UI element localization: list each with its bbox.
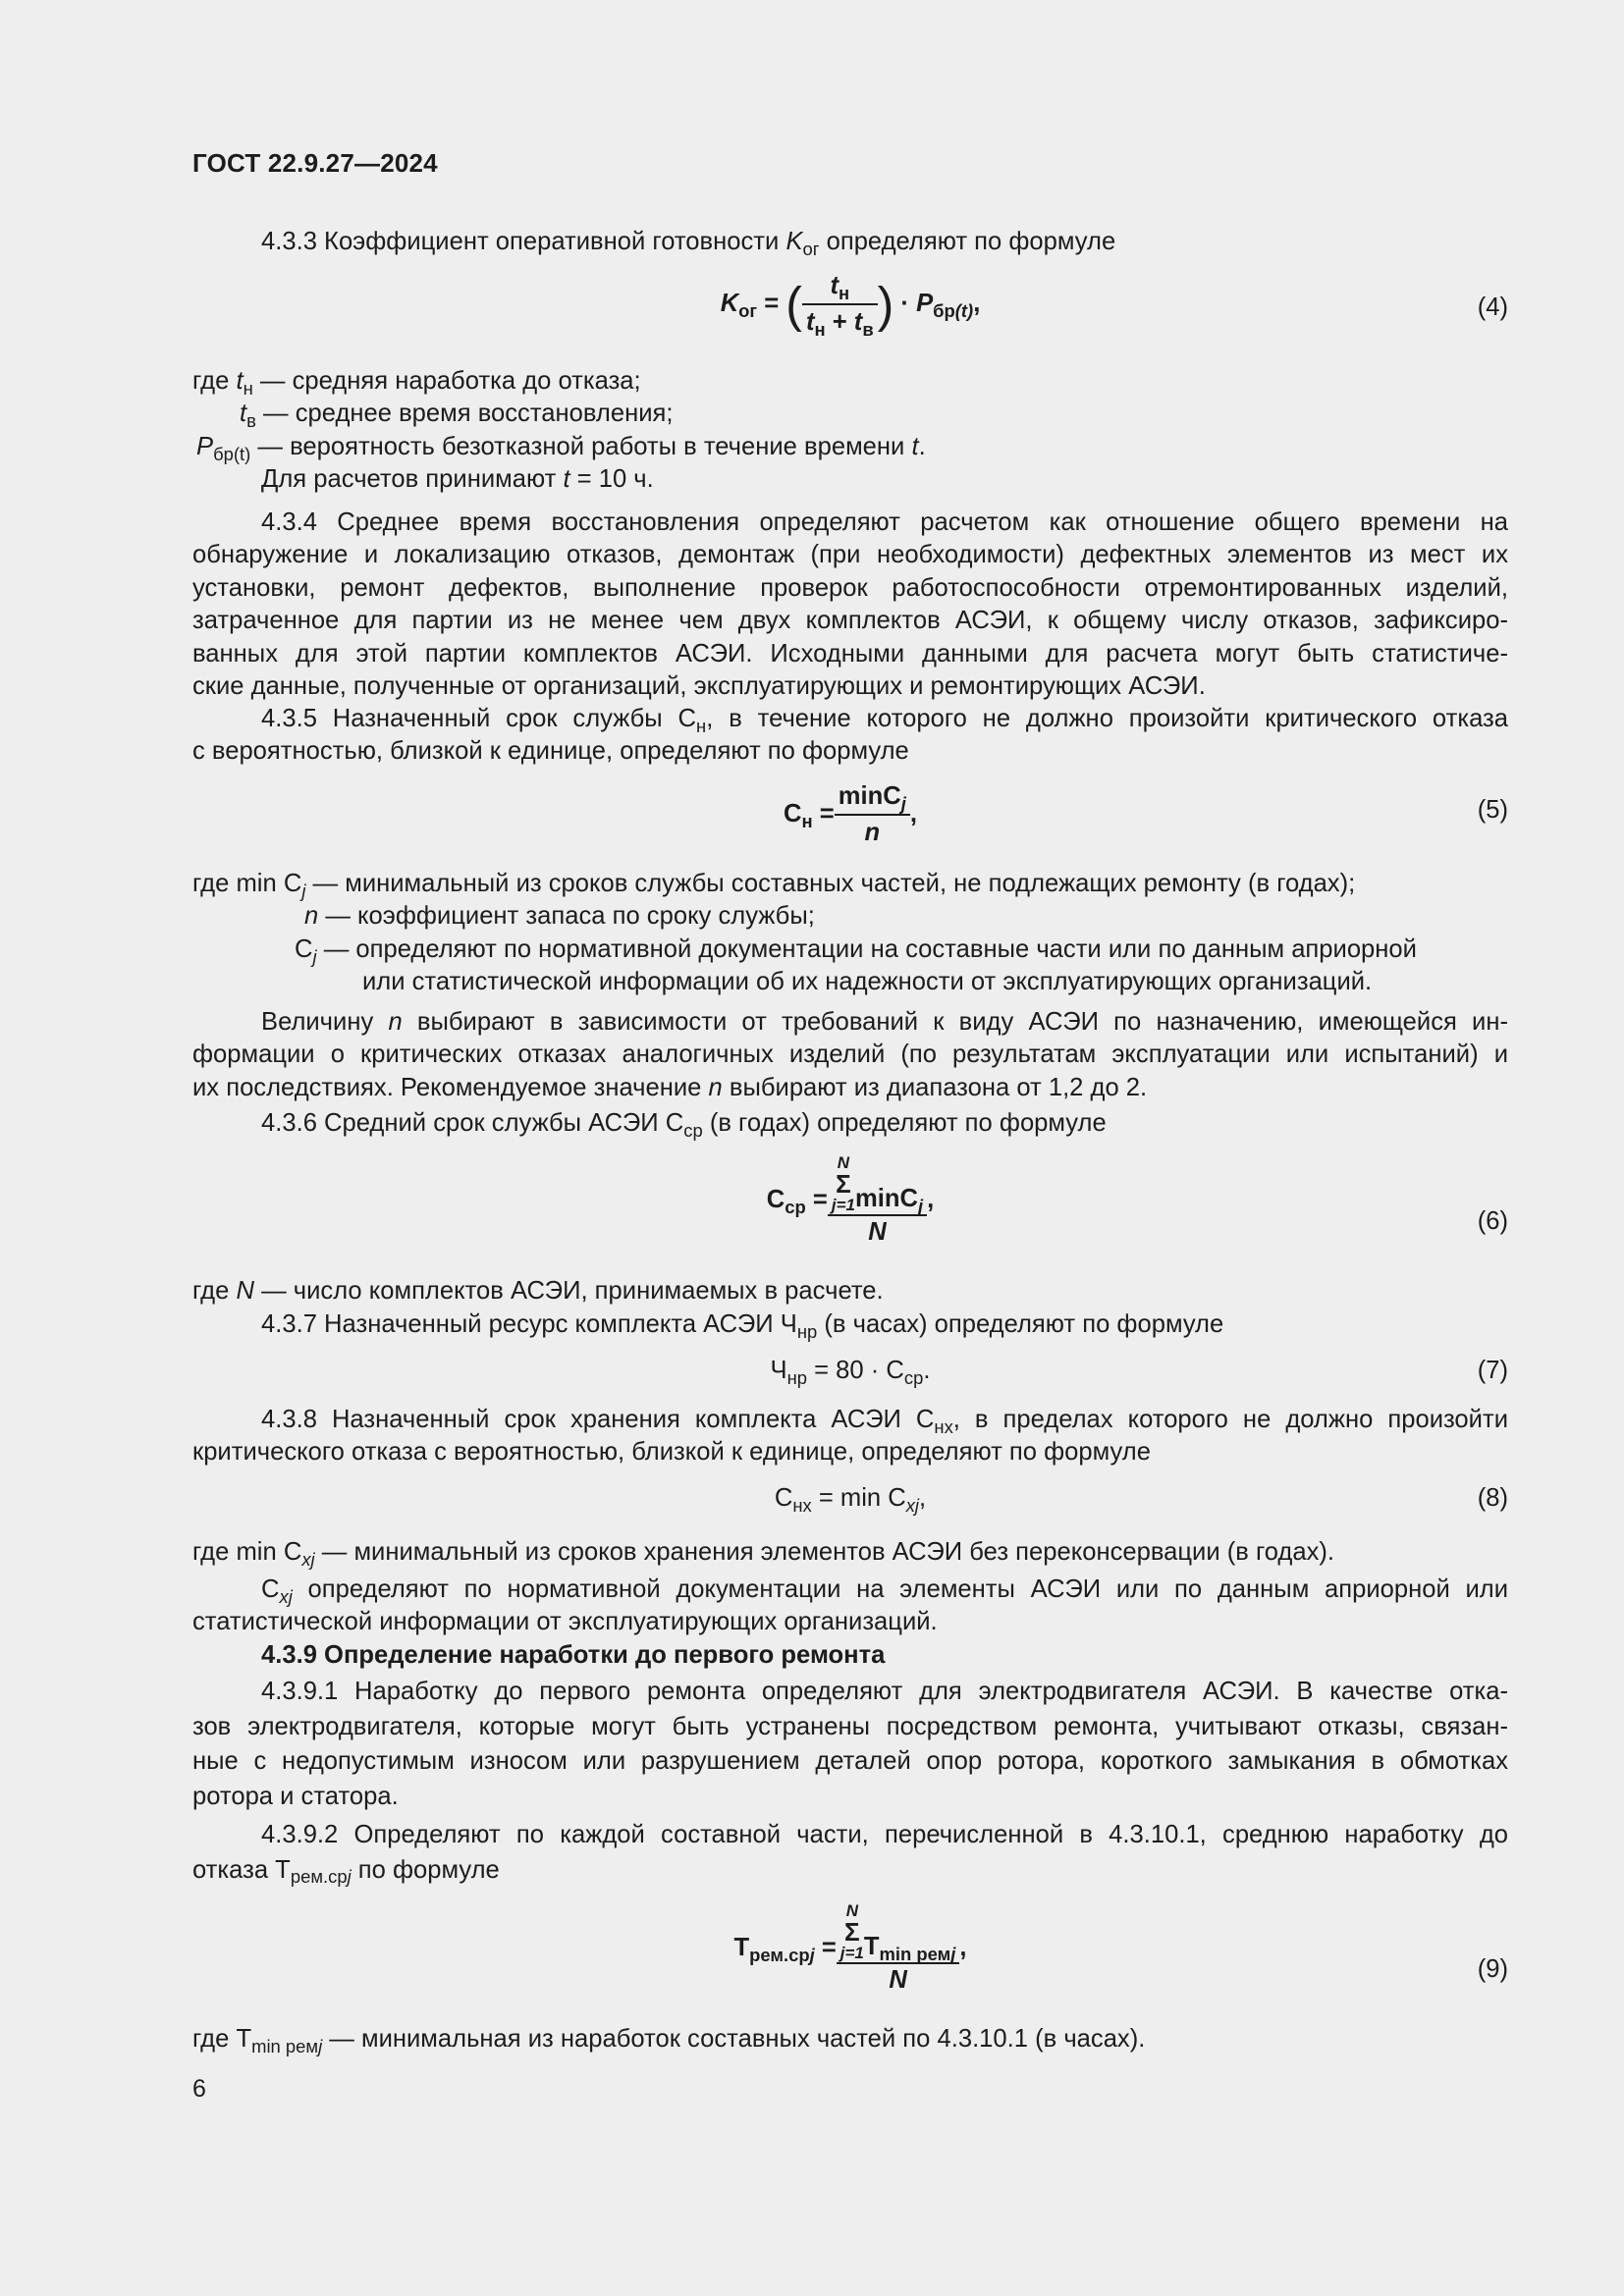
paragraph-4-3-9-1: 4.3.9.1 Наработку до первого ремонта определяют для электродвигателя АСЭИ. В качестве отка- зов электродвигателя, которые могут быть устранены посредством ремонта, учитывают отказы, связан- ные с недопустимым износом или разрушением деталей опор ротора, короткого замыкания в обмотках ротора и статора. — [192, 1678, 1508, 1810]
definition-row: $t_в$ — среднее время восстановления; — [240, 400, 674, 432]
paragraph-4-3-6: 4.3.6 Средний срок службы АСЭИ $С_{ср}$ (в годах) определяют по формуле — [261, 1109, 1107, 1141]
definitions-formula-9 — [192, 2023, 1508, 2056]
formula-number: (4) — [1477, 294, 1508, 321]
section-heading-4-3-9: 4.3.9 Определение наработки до первого ремонта — [261, 1641, 886, 1669]
definition-row: где N — число комплектов АСЭИ, принимаемых в расчете. — [192, 1277, 884, 1305]
definition-row: n — коэффициент запаса по сроку службы; — [304, 902, 815, 931]
standard-designation: ГОСТ 22.9.27—2024 — [192, 148, 438, 178]
formula-5: $С_н$ = $\frac{\min C_j}{n}$ , (5) — [192, 780, 1508, 859]
formula-6-fraction: N Σ j=1 minC$_j$ N — [828, 1154, 927, 1247]
definition-row: где $\min C_{xj}$ — минимальный из сроков хранения элементов АСЭИ без переконсервации (в годах). — [192, 1538, 1335, 1570]
formula-number: (5) — [1477, 796, 1508, 824]
definition-row: $C_j$ — определяют по нормативной документации на составные части или по данным априорной — [295, 934, 1417, 967]
summation-sign: N Σ j=1 — [831, 1153, 855, 1214]
definition-row-cont: или статистической информации об их надежности от эксплуатирующих организаций. — [362, 968, 1373, 996]
definition-row: Для расчетов принимают t = 10 ч. — [261, 465, 654, 494]
paragraph-4-3-9-2: 4.3.9.2 Определяют по каждой составной части, перечисленной в 4.3.10.1, среднюю наработку до отказа $Т_{рем.срj}$ по формуле — [192, 1821, 1508, 1888]
paragraph-cxj: $C_{xj}$ определяют по нормативной документации на элементы АСЭИ или по данным априорной или статистической информации от эксплуатирующих организаций. — [192, 1575, 1508, 1636]
paragraph-4-3-5: 4.3.5 Назначенный срок службы $С_н$, в течение которого не должно произойти критического отказа с вероятностью, близкой к единице, определяют по формуле — [192, 705, 1508, 766]
formula-4: $K_{ог}$ = ( $\frac{t_н}{t_н + t_в}$ ) · $P_{бр(t)}$, (4) — [720, 272, 1508, 341]
paragraph-4-3-4: 4.3.4 Среднее время восстановления определяют расчетом как отношение общего времени на обнаружение и локализацию отказов, демонтаж (при необходимости) дефектных элементов из мест их установки, ремонт дефектов, выполнение проверок работоспособности отремонтированных изделий, затраченное для партии из не менее чем двух комплектов АСЭИ, к общему числу отказов, зафиксиро- ванных для этой партии комплектов АСЭИ. Исходными данными для расчета могут быть статистиче- ские данные, полученные от организаций, эксплуатирующих и ремонтирующих АСЭИ. — [192, 508, 1508, 701]
definition-row: где $Т_{min ремj}$ — минимальная из наработок составных частей по 4.3.10.1 (в часах). — [192, 2025, 1146, 2056]
formula-9-fraction: N Σ j=1 $T_{min ремj}$ N — [837, 1902, 960, 1995]
formula-number: (8) — [1477, 1484, 1508, 1512]
formula-number: (7) — [1477, 1357, 1508, 1384]
formula-7: $Ч_{нр} = 80 \cdot С_{ср}$. (7) — [770, 1357, 1508, 1388]
summation-sign: N Σ j=1 — [839, 1901, 864, 1962]
paragraph-4-3-8: 4.3.8 Назначенный срок хранения комплекта АСЭИ $С_{нх}$, в пределах которого не должно произойти критического отказа с вероятностью, близкой к единице, определяют по формуле — [192, 1406, 1508, 1467]
right-paren: ) — [877, 277, 894, 333]
left-paren: ( — [785, 277, 802, 333]
paragraph-n-selection: Величину n выбирают в зависимости от требований к виду АСЭИ по назначению, имеющейся ин- формации о критических отказах аналогичных изделий (по результатам эксплуатации или испытаний) и их последствиях. Рекомендуемое значение n выбирают из диапазона от 1,2 до 2. — [192, 1008, 1509, 1101]
formula-8: $С_{нх} = \min C_{xj}$, (8) — [774, 1484, 1508, 1516]
formula-number: (9) — [1477, 1955, 1508, 1983]
formula-4-fraction: $\frac{t_н}{t_н + t_в}$ — [802, 270, 878, 340]
formula-6: $С_{ср}$ = N Σ j=1 minC$_j$ N , (6) — [766, 1153, 1508, 1246]
definitions-formula-4 — [192, 365, 1508, 497]
definitions-formula-6 — [192, 1275, 1508, 1308]
document-header — [192, 147, 438, 180]
definition-row: $P_{бр(t)}$ — вероятность безотказной работы в течение времени t. — [196, 432, 926, 464]
formula-number: (6) — [1477, 1207, 1508, 1235]
definition-row: где $t_н$ — средняя наработка до отказа; — [192, 367, 641, 399]
formula-9: $Т_{рем.срj}$ = N Σ j=1 $T_{min ремj}$ N , (9) — [733, 1901, 1508, 1994]
definitions-formula-5 — [192, 868, 1508, 999]
definition-row: где $\min C_j$ — минимальный из сроков службы составных частей, не подлежащих ремонту (в годах); — [192, 870, 1356, 901]
paragraph-4-3-3: 4.3.3 Коэффициент оперативной готовности $K_{ог}$ определяют по формуле — [261, 228, 1116, 259]
definitions-formula-8 — [192, 1536, 1508, 1569]
formula-5-fraction: $\frac{\min C_j}{n}$ — [835, 780, 910, 850]
page-number: 6 — [192, 2075, 206, 2103]
paragraph-4-3-7: 4.3.7 Назначенный ресурс комплекта АСЭИ $Ч_{нр}$ (в часах) определяют по формуле — [261, 1310, 1224, 1342]
